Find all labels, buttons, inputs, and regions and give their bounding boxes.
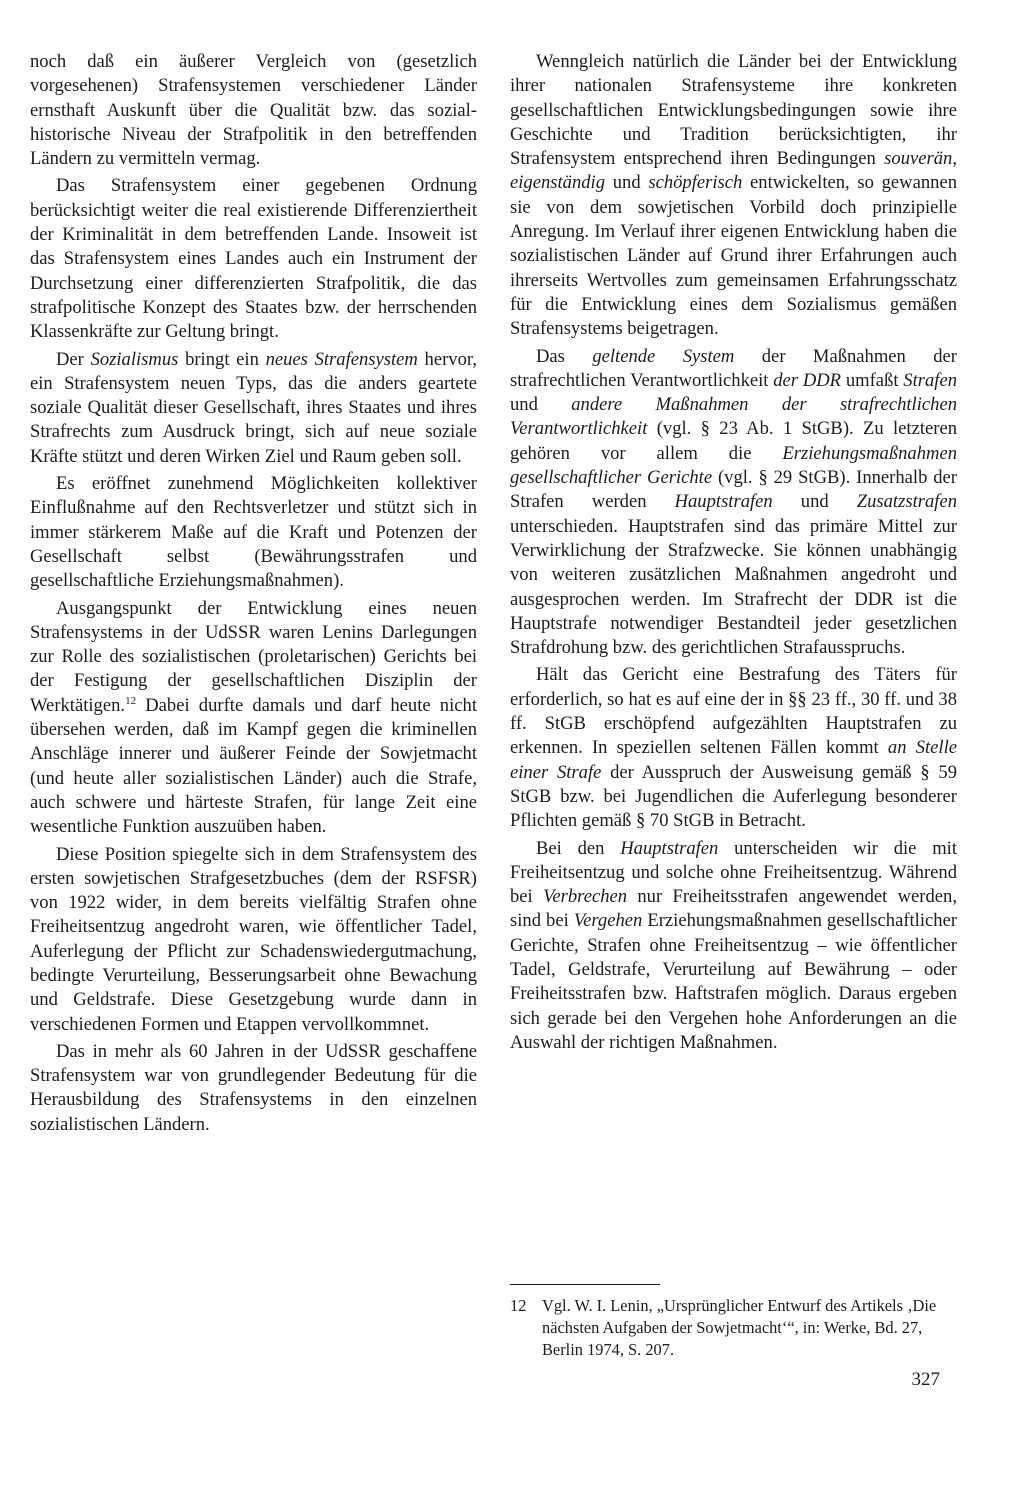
emphasis: neues Strafensystem: [265, 348, 418, 370]
footnote-reference: 12: [125, 694, 137, 707]
emphasis: geltende System: [592, 345, 735, 367]
emphasis: Hauptstrafen: [674, 491, 773, 513]
emphasis: Sozialismus: [90, 348, 179, 370]
text-run: der Ausspruch der Ausweisung gemäß § 59 StGB bzw. bei Jugendlichen die Auferlegung besonderer Pflichten gemäß § 70 StGB in Betracht.: [510, 761, 957, 832]
text-run: der Maßnahmen der strafrechtlichen Verantwortlichkeit: [510, 345, 957, 391]
text-run: unterschieden. Hauptstrafen sind das primäre Mittel zur Verwirklichung der Strafzwecke. Sie können unabhängig von weiteren zusätzlichen Maßnahmen angedroht und ausgesprochen werden. Im Strafrecht der DDR ist die Hauptstrafe notwendiger Bestandteil jeder gesetzlichen Strafdrohung bzw. des gerichtlichen Strafausspruchs.: [510, 515, 957, 659]
text-run: nur Freiheitsstrafen angewendet werden, sind bei: [510, 886, 957, 932]
emphasis: Strafen: [903, 369, 958, 391]
footnote: [510, 1295, 957, 1361]
text-run: umfaßt: [841, 369, 904, 391]
footnote-divider: [510, 1284, 660, 1285]
text-run: (vgl. § 29 StGB). Innerhalb der Strafen werden: [510, 467, 958, 513]
footnote-number: 12: [510, 1296, 527, 1315]
text-run: Erziehungsmaßnahmen gesellschaftlicher Gerichte, Strafen ohne Freiheitsentzug – wie öffentlicher Tadel, Geldstrafe, Verurteilung auf Bewährung – oder Freiheitsstrafen bzw. Haftstrafen möglich. Daraus ergeben sich gerade bei den Vergehen hohe Anforderungen an die Auswahl der richtigen Maßnahmen.: [510, 910, 958, 1053]
text-run: unterscheiden wir die mit Freiheitsentzug und solche ohne Freiheitsentzug. Während bei: [510, 837, 957, 908]
page-number: 327: [911, 1369, 940, 1390]
paragraph: [510, 345, 957, 661]
emphasis: Verbrechen: [543, 886, 628, 908]
emphasis: andere Maßnahmen der strafrechtlichen Verantwortlichkeit: [510, 394, 957, 440]
paragraph: noch daß ein äußerer Vergleich von (gesetzlich vorgesehenen) Strafensystemen verschiedener Länder ernsthaft Auskunft über die Qualität bzw. das sozial-historische Niveau der Strafpolitik in den betreffenden Ländern zu vermitteln vermag.: [30, 51, 477, 170]
text-run: Wenngleich natürlich die Länder bei der Entwicklung ihrer nationalen Strafensysteme ihre konkreten gesellschaftlichen Entwicklungsbedingungen sowie ihre Geschichte und Tradition berücksichtigten, ihr Strafensystem entsprechend ihren Bedingungen: [510, 51, 957, 170]
text-run: Ausgangspunkt der Entwicklung eines neuen Strafensystems in der UdSSR waren Lenins Darlegungen zur Rolle des sozialistischen (proletarischen) Gerichts bei der Festigung der gesellschaftlichen Disziplin der Werktätigen.: [30, 597, 477, 716]
text-run: Hält das Gericht eine Bestrafung des Täters für erforderlich, so hat es auf eine der in §§ 23 ff., 30 ff. und 38 ff. StGB erschöpfend aufgezählten Hauptstrafen zu erkennen. In speziellen seltenen Fällen kommt: [510, 664, 957, 759]
text-run: bringt ein: [178, 348, 266, 370]
paragraph: [510, 663, 957, 833]
emphasis: Zusatzstrafen: [856, 491, 957, 513]
footnote-text: Vgl. W. I. Lenin, „Ursprünglicher Entwurf des Artikels ‚Die nächsten Aufgaben der Sowjetmacht‘“, in: Werke, Bd. 27, Berlin 1974, S. 207.: [542, 1296, 937, 1359]
text-run: hervor, ein Strafensystem neuen Typs, das die anders geartete soziale Qualität dieser Gesellschaft, ihres Staates und ihres Strafrechts zum Ausdruck bringt, sich auf neue soziale Kräfte stützt und deren Wirken Ziel und Raum geben soll.: [30, 348, 477, 467]
paragraph: [30, 597, 477, 840]
emphasis: schöpferisch: [648, 172, 743, 194]
text-run: und: [510, 394, 572, 416]
left-column: [30, 50, 477, 1140]
text-run: Der: [56, 348, 91, 370]
text-run: und: [772, 491, 857, 513]
text-run: Das: [536, 345, 593, 367]
emphasis: Erziehungsmaßnahmen gesellschaftlicher Gerichte: [510, 442, 957, 489]
text-run: entwickelten, so gewannen sie von dem sowjetischen Vorbild doch prinzipielle Anregung. Im Verlauf ihrer eigenen Entwicklung haben die sozialistischen Länder auf Grund ihrer Erfahrungen auch ihrerseits Wertvolles zum gemeinsamen Erfahrungsschatz für die Entwicklung eines dem Sozialismus gemäßen Strafensystems beigetragen.: [510, 172, 958, 340]
text-run: und: [605, 172, 649, 194]
emphasis: souverän, eigenständig: [510, 148, 957, 194]
paragraph: Es eröffnet zunehmend Möglichkeiten kollektiver Einflußnahme auf den Rechtsverletzer und stützt sich in immer stärkerem Maße auf die Kraft und Potenzen der Gesellschaft selbst (Bewährungsstrafen und gesellschaftliche Erziehungsmaßnahmen).: [30, 473, 477, 592]
emphasis: an Stelle einer Strafe: [510, 737, 958, 783]
text-run: Bei den: [536, 837, 621, 859]
paragraph: [510, 50, 957, 342]
emphasis: der DDR: [773, 369, 842, 391]
paragraph: Das in mehr als 60 Jahren in der UdSSR geschaffene Strafensystem war von grundlegender Bedeutung für die Herausbildung des Strafensystems in den einzelnen sozialistischen Ländern.: [30, 1040, 477, 1135]
paragraph: Diese Position spiegelte sich in dem Strafensystem des ersten sowjetischen Strafgesetzbuches (dem der RSFSR) von 1922 wider, in dem bereits vielfältig Strafen ohne Freiheitsentzug angedroht waren, wie öffentlicher Tadel, Auferlegung der Pflicht zur Schadenswiedergutmachung, bedingte Verurteilung, Besserungsarbeit ohne Bewachung und Geldstrafe. Diese Gesetzgebung wurde dann in verschiedenen Formen und Etappen vervollkommnet.: [30, 843, 477, 1035]
text-run: Dabei durfte damals und darf heute nicht übersehen werden, daß im Kampf gegen die kriminellen Anschläge innerer und äußerer Feinde der Sowjetmacht (und heute aller sozialistischen Länder) auch die Strafe, auch schwere und härteste Strafen, für lange Zeit eine wesentliche Funktion auszuüben haben.: [30, 694, 477, 838]
paragraph: [30, 348, 477, 469]
paragraph: Das Strafensystem einer gegebenen Ordnung berücksichtigt weiter die real existierende Differenziertheit der Kriminalität in dem betreffenden Lande. Insoweit ist das Strafensystem eines Landes auch ein Instrument der Durchsetzung einer differenzierten Strafpolitik, die das strafpolitische Konzept des Staates bzw. der herrschenden Klassenkräfte zur Geltung bringt.: [30, 175, 477, 343]
text-run: (vgl. § 23 Ab. 1 StGB). Zu letzteren gehören vor allem die: [510, 418, 957, 464]
emphasis: Hauptstrafen: [620, 837, 719, 859]
emphasis: Vergehen: [573, 910, 643, 932]
right-column: [510, 50, 957, 1058]
paragraph: [510, 837, 957, 1056]
